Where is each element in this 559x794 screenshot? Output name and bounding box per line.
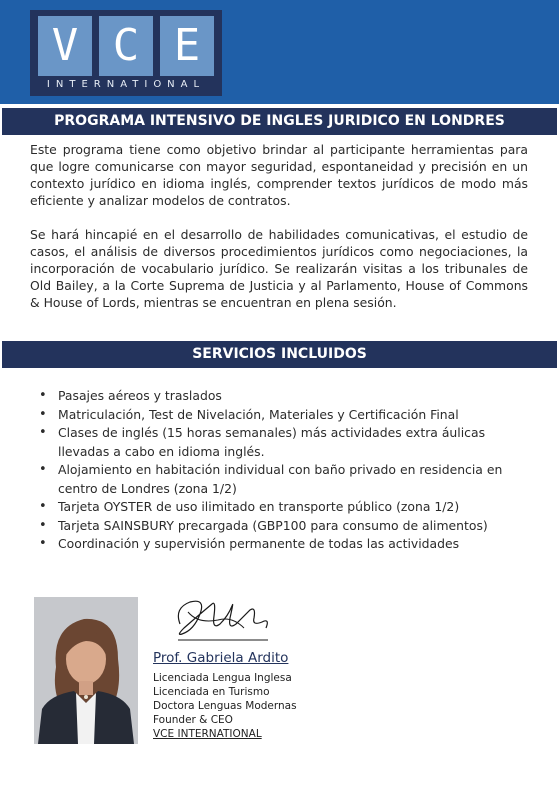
- services-list: [39, 387, 529, 554]
- service-item: • Pasajes aéreos y traslados: [39, 387, 529, 406]
- header-banner: [0, 0, 559, 104]
- logo-subtitle: INTERNATIONAL: [46, 79, 206, 90]
- service-item: • Coordinación y supervisión permanente de todas las actividades: [39, 535, 529, 554]
- vce-logo: [30, 10, 222, 96]
- company-link[interactable]: VCE INTERNATIONAL: [153, 728, 262, 740]
- credential-line: Doctora Lenguas Modernas: [153, 700, 297, 712]
- logo-letter-c: C: [99, 16, 153, 76]
- credential-line: Founder & CEO: [153, 714, 233, 726]
- profile-name: Prof. Gabriela Ardito: [153, 650, 289, 666]
- service-item: • Matriculación, Test de Nivelación, Materiales y Certificación Final: [39, 406, 529, 425]
- logo-letter-e: E: [160, 16, 214, 76]
- program-heading: PROGRAMA INTENSIVO DE INGLES JURIDICO EN LONDRES: [2, 108, 557, 135]
- service-item: • Tarjeta OYSTER de uso ilimitado en transporte público (zona 1/2): [39, 498, 529, 517]
- service-item: • Alojamiento en habitación individual con baño privado en residencia en centro de Londres (zona 1/2): [39, 461, 529, 498]
- credential-line: Licenciada en Turismo: [153, 686, 270, 698]
- services-heading: SERVICIOS INCLUIDOS: [2, 341, 557, 368]
- program-paragraph-1: Este programa tiene como objetivo brindar al participante herramientas para que logre comunicarse con mayor seguridad, espontaneidad y precisión en un contexto jurídico en idioma inglés, comprender textos jurídicos de modo más eficiente y analizar modelos de contratos.: [30, 142, 528, 208]
- portrait-illustration: [34, 597, 138, 744]
- credential-line: Licenciada Lengua Inglesa: [153, 672, 292, 684]
- service-item: • Clases de inglés (15 horas semanales) más actividades extra áulicas llevadas a cabo en idioma inglés.: [39, 424, 529, 461]
- service-item: • Tarjeta SAINSBURY precargada (GBP100 para consumo de alimentos): [39, 517, 529, 536]
- profile-credentials: [153, 671, 297, 741]
- program-paragraph-2: Se hará hincapié en el desarrollo de habilidades comunicativas, el estudio de casos, el análisis de diversos procedimientos jurídicos como negociaciones, la incorporación de vocabulario jurídico. Se realizarán visitas a los tribunales de Old Bailey, a la Corte Suprema de Justicia y al Parlamento, House of Commons & House of Lords, mientras se encuentran en plena sesión.: [30, 227, 528, 310]
- signature-image: [170, 594, 280, 646]
- profile-photo: [34, 597, 138, 744]
- logo-letter-v: V: [38, 16, 92, 76]
